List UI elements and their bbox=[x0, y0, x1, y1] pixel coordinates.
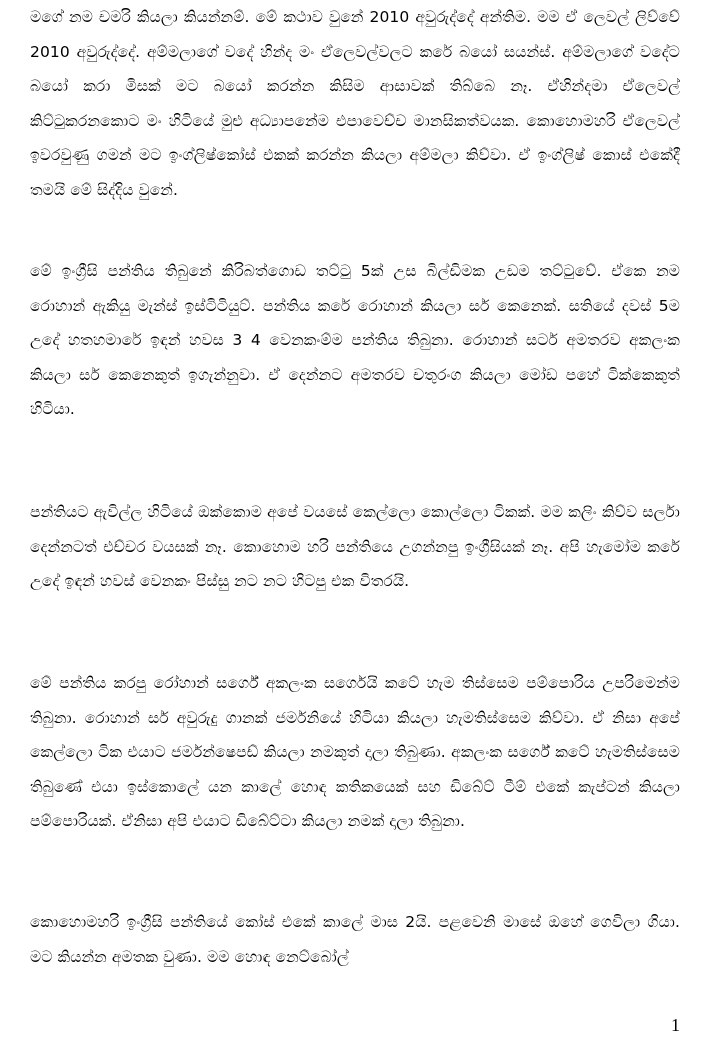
paragraph-classmates: පන්තියට ඇවිල්ල හිටියේ ඔක්කොම අපේ වයසේ කෙල්ලො කොල්ලො ටිකක්. මම කලිං කිව්ව සර්ලා දෙන්නටත් එච්චර වයසක් නෑ. කොහොම හරි පන්තියෙ උගන්නපු ඉංග්‍රීසියක් නෑ. අපි හැමෝම කරේ උදේ ඉඳන් හවස් වෙනකං පිස්සු නට නට හිටපු එක විතරයි. bbox=[30, 503, 680, 590]
paragraph-intro: මගේ නම චමරි කියලා කියන්නම්. මේ කථාව වුනේ 2010 අවුරුද්දේ අන්තිම. මම ඒ ලෙවල් ලිව්වේ 2010 අවුරුද්දේ. අම්මලාගේ වදේ හින්ද මං ඒලෙවල්වලට කරේ බයෝ සයන්ස්. අම්මලාගේ වදේට බයෝ කරා මිසක් මට බයෝ කරන්න කිසිම ආසාවක් තිබ්බෙ නෑ. ඒහින්දමා ඒලෙවල් කිට්ටුකරනකොට මං හිටියේ මුළු අධ්‍යාපනේම එපාවෙච්ච මානසිකත්වයක. කොහොමහරි ඒලෙවල් ඉවරවුණු ගමන් මට ඉංග්ලිෂ්කෝස් එකක් කරන්න කියලා අම්මලා කිව්වා. ඒ ඉංග්ලිෂ් කොස් එකේදී තමයි මේ සිද්දිය වුනේ. bbox=[30, 8, 680, 199]
paragraph-course-duration: කොහොමහරි ඉංග්‍රීසි පන්තියේ කෝස් එකේ කාලේ මාස 2යි. පළවෙනි මාසේ ඔහේ ගෙවිලා ගියා. මට කියන්න අමතක වුණා. මම හොඳ නෙට්බෝල් bbox=[30, 913, 680, 966]
paragraph-teachers: මේ පන්තිය කරපු රෝහාන් සර්ගේ අකලංක සර්ගෙයි කටේ හැම තිස්සෙම පම්පොරිය උපරිමෙන්ම තිබුනා. රොහාන් සර් අවුරුදු ගානක් ජර්මනියේ හිටියා කියලා හැමතිස්සෙම කිව්වා. ඒ නිසා අපේ කෙල්ලො ටික එයාට ජර්මන්ෂෙපඩ් කියලා නමකුත් දාලා තිබුණා. අකලංක සර්ගේ කටේ හැමතිස්සෙම තිබුණේ එයා ඉස්කොලේ යන කාලේ හොඳ කතිකයෙක් සහ ඩිබේට් ටීම් එකේ කැප්ටන් කියලා පම්පොරියක්. ඒනිසා අපි එයාට ඩිබේට්ටා කියලා නමක් දාලා තිබුනා. bbox=[30, 674, 680, 830]
page-number: 1 bbox=[671, 1015, 680, 1035]
paragraph-english-class: මේ ඉංග්‍රීසි පන්තිය තිබුනේ කිරිබත්ගොඩ තට්ටු 5ක් උස බිල්ඩිමක උඩම තට්ටුවේ. ඒකෙ නම රොහාන් ඇකියු මැන්ස් ඉස්ටිටියුට්. පන්තිය කරේ රොහාන් කියලා සර් කෙනෙක්. සතියේ දවස් 5ම උදේ හතහමාරේ ඉඳන් හවස 3 4 වෙනකංම්ම පන්තිය තිබුනා. රොහාන් සර්ට අමතරව අකලංක කියලා සර් කෙනෙකුත් ඉගැන්නුවා. ඒ දෙන්නට අමතරව චතුරංග කියලා මෝඩ පහේ ටික්කෙකුත් හිටියා. bbox=[30, 262, 680, 418]
